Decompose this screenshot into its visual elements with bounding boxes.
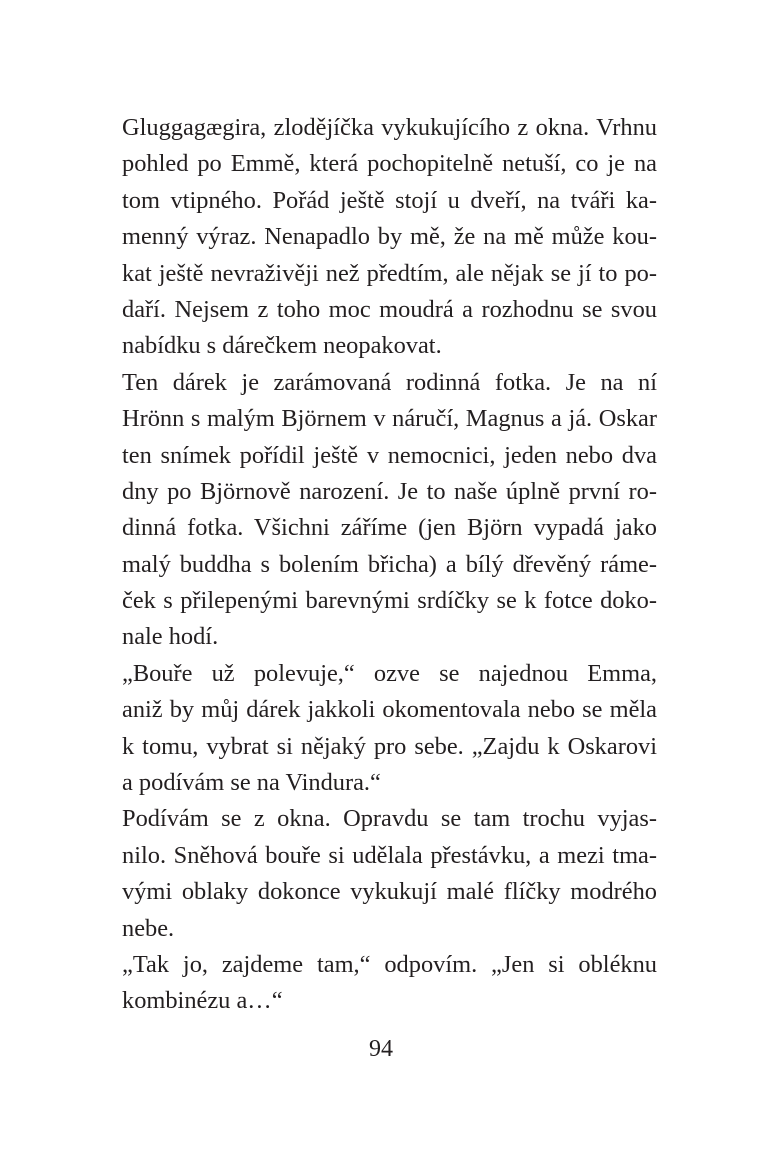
page-number: 94 — [369, 1036, 393, 1062]
text-line: ček s přilepenými barevnými srdíčky se k fotce doko- — [122, 587, 657, 615]
paragraph-4 — [122, 801, 657, 947]
text-line: Podívám se z okna. Opravdu se tam trochu vyjas- — [122, 805, 657, 833]
paragraph-5 — [122, 947, 657, 1020]
text-line: vými oblaky dokonce vykukují malé flíčky modrého — [122, 878, 657, 906]
text-line: menný výraz. Nenapadlo by mě, že na mě může kou- — [122, 223, 657, 251]
book-page-text — [122, 110, 657, 1020]
text-line: k tomu, vybrat si nějaký pro sebe. „Zajdu k Oskarovi — [122, 732, 657, 760]
text-line: a podívám se na Vindura.“ — [122, 769, 381, 797]
text-line: nale hodí. — [122, 623, 219, 651]
text-line: Gluggagægira, zlodějíčka vykukujícího z okna. Vrhnu — [122, 114, 657, 141]
text-line: dinná fotka. Všichni záříme (jen Björn vypadá jako — [122, 514, 657, 542]
paragraph-2 — [122, 365, 657, 656]
text-line: dny po Björnově narození. Je to naše úplně první ro- — [122, 477, 657, 505]
text-line: „Tak jo, zajdeme tam,“ odpovím. „Jen si obléknu — [122, 950, 657, 978]
text-line: nabídku s dárečkem neopakovat. — [122, 332, 442, 360]
text-line: daří. Nejsem z toho moc moudrá a rozhodnu se svou — [122, 295, 657, 323]
text-line: malý buddha s bolením břicha) a bílý dřevěný ráme- — [122, 550, 657, 578]
text-line: nilo. Sněhová bouře si udělala přestávku, a mezi tma- — [122, 841, 657, 869]
text-line: ten snímek pořídil ještě v nemocnici, jeden nebo dva — [122, 441, 657, 469]
text-line: kat ještě nevraživěji než předtím, ale nějak se jí to po- — [122, 259, 657, 287]
paragraph-3 — [122, 656, 657, 802]
text-line: pohled po Emmě, která pochopitelně netuší, co je na — [122, 150, 657, 178]
paragraph-1 — [122, 110, 657, 365]
text-line: nebe. — [122, 914, 175, 942]
text-line: Ten dárek je zarámovaná rodinná fotka. Je na ní — [122, 368, 657, 396]
text-line: Hrönn s malým Björnem v náručí, Magnus a já. Oskar — [122, 405, 657, 433]
text-line: aniž by můj dárek jakkoli okomentovala nebo se měla — [122, 696, 657, 724]
text-line: kombinézu a…“ — [122, 987, 283, 1015]
text-line: tom vtipného. Pořád ještě stojí u dveří, na tváři ka- — [122, 186, 657, 214]
text-line: „Bouře už polevuje,“ ozve se najednou Emma, — [122, 659, 657, 687]
